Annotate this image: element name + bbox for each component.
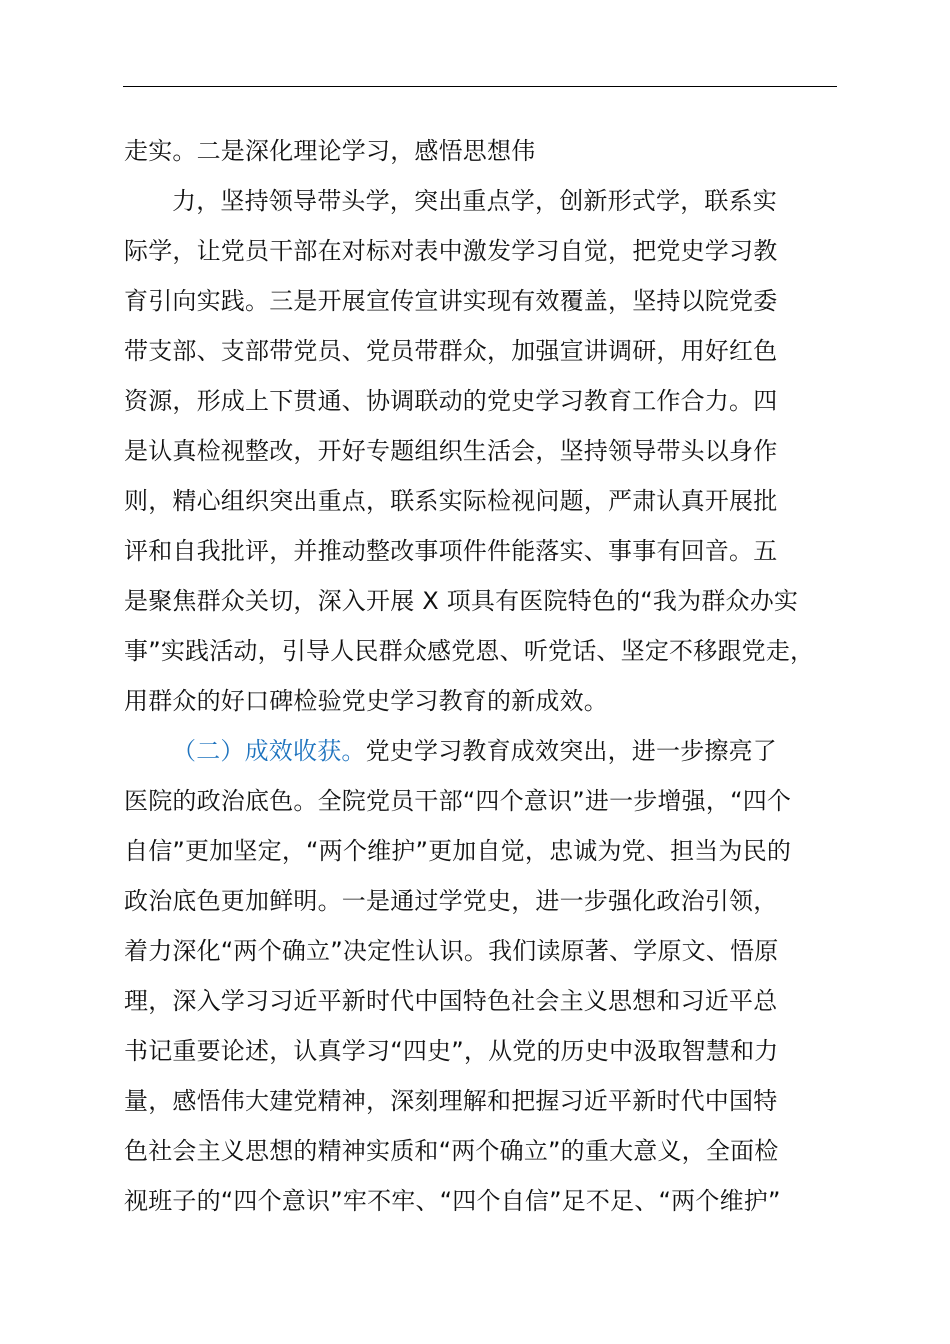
text-line: 着力深化“两个确立”决定性认识。我们读原著、学原文、悟原 xyxy=(124,937,779,965)
text-line: 政治底色更加鲜明。一是通过学党史，进一步强化政治引领， xyxy=(124,887,778,915)
text-line: 是聚焦群众关切，深入开展 X 项具有医院特色的“我为群众办实 xyxy=(124,587,799,615)
text-line: 力，坚持领导带头学，突出重点学，创新形式学，联系实 xyxy=(172,187,777,215)
text-line: 育引向实践。三是开展宣传宣讲实现有效覆盖，坚持以院党委 xyxy=(124,287,778,315)
text-line: 用群众的好口碑检验党史学习教育的新成效。 xyxy=(124,687,608,715)
text-line: 色社会主义思想的精神实质和“两个确立”的重大意义，全面检 xyxy=(124,1137,779,1165)
text-line: 视班子的“四个意识”牢不牢、“四个自信”足不足、“两个维护” xyxy=(124,1187,781,1215)
text-line: 走实。二是深化理论学习，感悟思想伟 xyxy=(124,137,536,165)
text-line: 事”实践活动，引导人民群众感党恩、听党话、坚定不移跟党走， xyxy=(124,637,815,665)
text-line: 理，深入学习习近平新时代中国特色社会主义思想和习近平总 xyxy=(124,987,778,1015)
text-line: 带支部、支部带党员、党员带群众，加强宣讲调研，用好红色 xyxy=(124,337,778,365)
text-line: 量，感悟伟大建党精神，深刻理解和把握习近平新时代中国特 xyxy=(124,1087,778,1115)
text-line: 际学，让党员干部在对标对表中激发学习自觉，把党史学习教 xyxy=(124,237,778,265)
header-rule xyxy=(123,86,837,87)
text-line: 是认真检视整改，开好专题组织生活会，坚持领导带头以身作 xyxy=(124,437,778,465)
text-line: 自信”更加坚定，“两个维护”更加自觉，忠诚为党、担当为民的 xyxy=(124,837,792,865)
section-heading: （二）成效收获。 xyxy=(172,737,366,765)
text-line: 资源，形成上下贯通、协调联动的党史学习教育工作合力。四 xyxy=(124,387,778,415)
text-line: 评和自我批评，并推动整改事项件件能落实、事事有回音。五 xyxy=(124,537,778,565)
text-line: 书记重要论述，认真学习“四史”，从党的历史中汲取智慧和力 xyxy=(124,1037,779,1065)
text-line: 医院的政治底色。全院党员干部“四个意识”进一步增强，“四个 xyxy=(124,787,792,815)
text-line: 党史学习教育成效突出，进一步擦亮了 xyxy=(365,737,778,765)
section-paragraph-first-line xyxy=(172,736,777,766)
text-line: 则，精心组织突出重点，联系实际检视问题，严肃认真开展批 xyxy=(124,487,778,515)
